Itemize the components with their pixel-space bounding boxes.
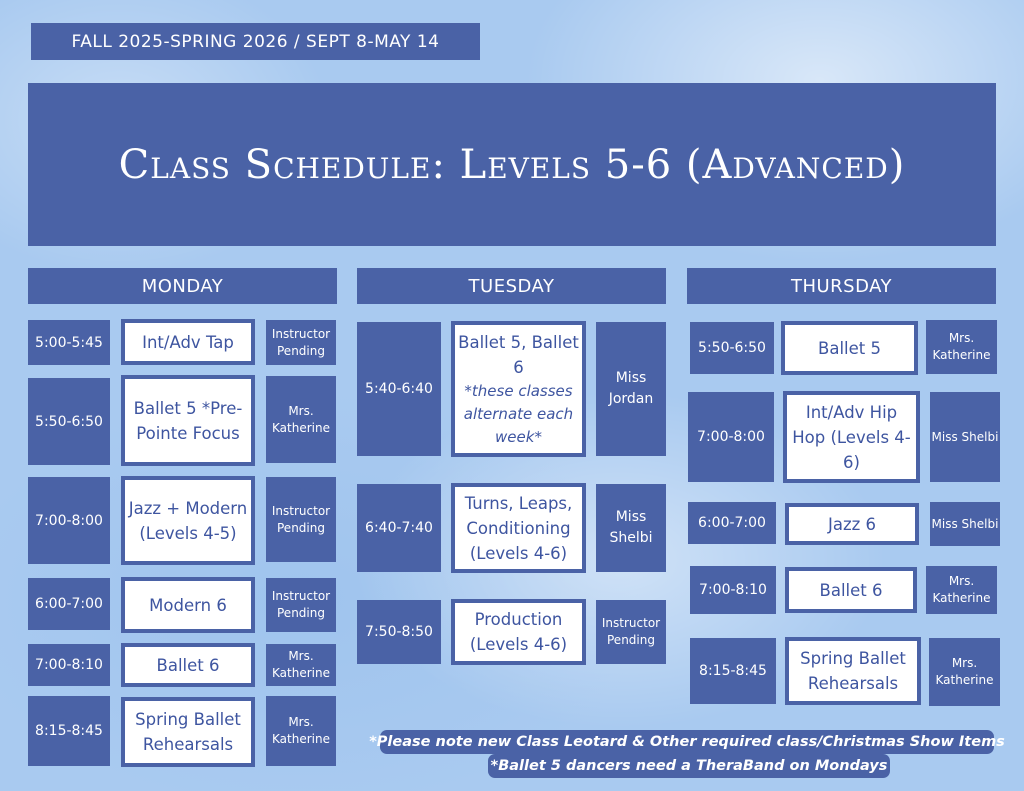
time-slot: 5:00-5:45	[28, 320, 110, 365]
class-name: Int/Adv Hip Hop (Levels 4-6)	[784, 392, 919, 482]
class-name: Int/Adv Tap	[122, 320, 254, 364]
class-name: Production (Levels 4-6)	[452, 600, 585, 664]
instructor-name: Mrs. Katherine	[926, 566, 997, 614]
class-name: Spring Ballet Rehearsals	[122, 698, 254, 766]
title-banner	[28, 83, 996, 246]
time-slot: 7:00-8:10	[690, 566, 776, 614]
time-slot: 5:50-6:50	[28, 378, 110, 465]
time-slot: 7:00-8:10	[28, 644, 110, 686]
time-slot: 7:00-8:00	[28, 477, 110, 564]
class-name	[452, 322, 585, 456]
class-name: Ballet 5	[782, 322, 917, 374]
class-name: Jazz 6	[786, 504, 918, 544]
class-note: *these classes alternate each week*	[463, 381, 574, 446]
instructor-name: Miss Shelbi	[930, 502, 1000, 546]
day-header-thursday: THURSDAY	[687, 268, 996, 304]
class-name: Ballet 5 *Pre-Pointe Focus	[122, 376, 254, 465]
instructor-name: Mrs. Katherine	[266, 696, 336, 766]
footer-note-theraband: *Ballet 5 dancers need a TheraBand on Mondays	[488, 754, 890, 778]
time-slot: 6:00-7:00	[28, 578, 110, 630]
time-slot: 7:00-8:00	[688, 392, 774, 482]
instructor-name: Instructor Pending	[266, 477, 336, 562]
class-name: Jazz + Modern (Levels 4-5)	[122, 477, 254, 564]
time-slot: 8:15-8:45	[690, 638, 776, 704]
class-name: Ballet 6	[122, 644, 254, 686]
instructor-name: Mrs. Katherine	[266, 644, 336, 686]
time-slot: 6:40-7:40	[357, 484, 441, 572]
instructor-name: Mrs. Katherine	[266, 376, 336, 463]
day-header-monday: MONDAY	[28, 268, 337, 304]
instructor-name: Miss Shelbi	[596, 484, 666, 572]
instructor-name: Mrs. Katherine	[926, 320, 997, 374]
class-name: Spring Ballet Rehearsals	[786, 638, 920, 704]
instructor-name: Miss Jordan	[596, 322, 666, 456]
season-dates: FALL 2025-SPRING 2026 / SEPT 8-MAY 14	[31, 23, 480, 60]
class-name: Turns, Leaps, Conditioning (Levels 4-6)	[452, 484, 585, 572]
instructor-name: Instructor Pending	[266, 320, 336, 365]
time-slot: 8:15-8:45	[28, 696, 110, 766]
time-slot: 6:00-7:00	[688, 502, 776, 544]
day-header-tuesday: TUESDAY	[357, 268, 666, 304]
instructor-name: Instructor Pending	[596, 600, 666, 664]
instructor-name: Miss Shelbi	[930, 392, 1000, 482]
footer-note-leotard: *Please note new Class Leotard & Other required class/Christmas Show Items	[380, 730, 994, 754]
page-title: Class Schedule: Levels 5-6 (Advanced)	[118, 141, 906, 188]
time-slot: 5:40-6:40	[357, 322, 441, 456]
time-slot: 5:50-6:50	[690, 322, 774, 374]
time-slot: 7:50-8:50	[357, 600, 441, 664]
class-name: Ballet 6	[786, 568, 916, 612]
class-name: Modern 6	[122, 578, 254, 632]
class-title: Ballet 5, Ballet 6	[458, 332, 579, 377]
instructor-name: Instructor Pending	[266, 578, 336, 632]
instructor-name: Mrs. Katherine	[929, 638, 1000, 706]
